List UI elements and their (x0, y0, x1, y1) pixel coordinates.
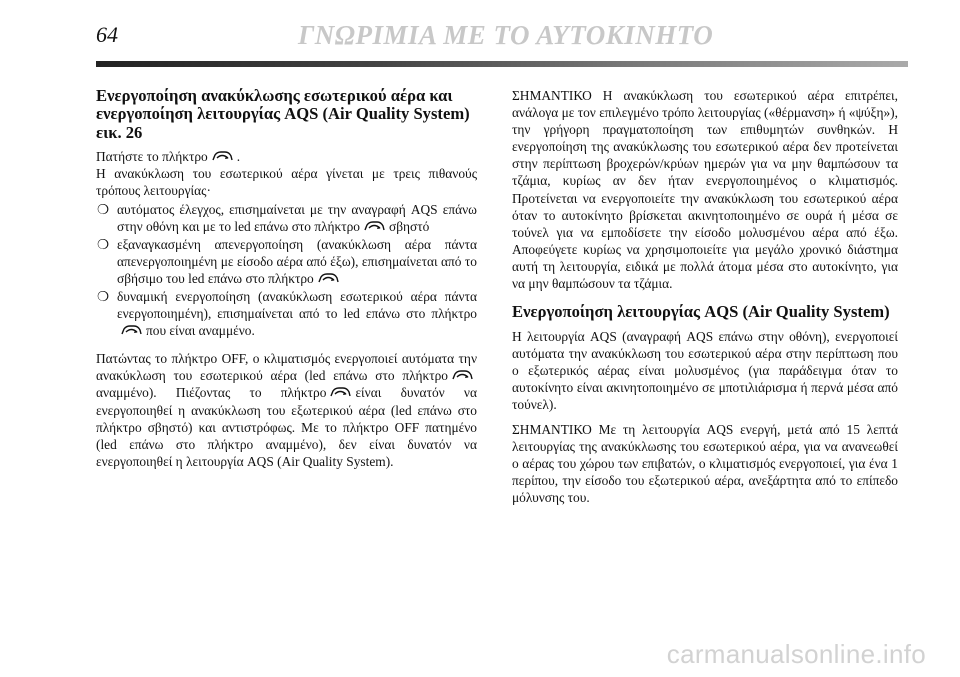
spacer (512, 413, 898, 421)
aqs-paragraph: Η λειτουργία AQS (αναγραφή AQS επάνω στην οθόνη), ενεργοποιεί αυτόματα την ανακύκλωση του εσωτερικού αέρα στην περίπτωση που ο εξωτερικός αέρας είναι μολυσμένος (για παράδειγμα όταν το αυτοκίνητο είναι ακινητοποιημένο σε μποτιλιάρισμα ή περνά μέσα από τούνελ). (512, 328, 898, 412)
off-button-paragraph (96, 350, 477, 470)
section-heading-recirculation: Ενεργοποίηση ανακύκλωσης εσωτερικού αέρα και ενεργοποίηση λειτουργίας AQS (Air Quality System) εικ. 26 (96, 86, 470, 142)
watermark: carmanualsonline.info (666, 639, 926, 669)
list-item (96, 201, 477, 235)
bullet2-text: εξαναγκασμένη απενεργοποίηση (ανακύκλωση αέρα πάντα απενεργοποιημένη με είσοδο αέρα από έξω), επισημαίνεται από το σβήσιμο του led επάνω στο πλήκτρο (117, 236, 477, 286)
page-header-title: ΓΝΩΡΙΜΙΑ ΜΕ ΤΟ ΑΥΤΟΚΙΝΗΤΟ (298, 20, 714, 50)
car-recirculation-icon (329, 386, 352, 398)
spacer (96, 339, 477, 350)
bullet-circle: ❍ (97, 201, 110, 217)
list-item (96, 288, 477, 339)
header-rule (96, 61, 908, 67)
car-recirculation-icon (451, 369, 474, 381)
bullet3-end: που είναι αναμμένο. (146, 323, 255, 339)
intro-text-b: Η ανακύκλωση του εσωτερικού αέρα γίνεται με τρεις πιθανούς τρόπους λειτουργίας· (96, 166, 477, 199)
intro-paragraph (96, 148, 477, 199)
section-heading-aqs: Ενεργοποίηση λειτουργίας AQS (Air Quality System) (512, 302, 890, 322)
para-a: Πατώντας το πλήκτρο OFF, ο κλιματισμός ενεργοποιεί αυτόματα την ανακύκλωση του εσωτερικού αέρα (led επάνω στο πλήκτρο (96, 351, 477, 384)
intro-text-a-end: . (236, 149, 241, 165)
bullet1-text: αυτόματος έλεγχος, επισημαίνεται με την αναγραφή AQS επάνω στην οθόνη και με το led επάνω στο πλήκτρο (117, 201, 477, 234)
bullet3-text: δυναμική ενεργοποίηση (ανακύκλωση εσωτερικού αέρα πάντα ενεργοποιημένη), επισημαίνεται από το led επάνω στο πλήκτρο (117, 288, 477, 322)
para-b: αναμμένο). Πιέζοντας το πλήκτρο (96, 385, 327, 401)
para-c: είναι δυνατόν να ενεργοποιηθεί η ανακύκλωση του εξωτερικού αέρα (led επάνω στο πλήκτρο σβηστό) και αντιστρόφως. Με το πλήκτρο OFF πατημένο (led επάνω στο πλήκτρο αναμμένο), δεν είναι δυνατόν να ενεργοποιηθεί η λειτουργία AQS (Air Quality System). (96, 385, 478, 469)
left-column (96, 87, 477, 470)
intro-text-a: Πατήστε το πλήκτρο (96, 149, 208, 165)
bullet-circle: ❍ (97, 288, 110, 304)
car-recirculation-icon (120, 324, 143, 336)
right-column (512, 87, 898, 506)
car-recirculation-icon (363, 220, 386, 232)
list-item (96, 236, 477, 287)
operating-modes-list (96, 201, 477, 340)
page-number: 64 (96, 22, 118, 47)
bullet-circle: ❍ (97, 236, 110, 252)
car-recirculation-icon (317, 272, 340, 284)
important-note-1: ΣΗΜΑΝΤΙΚΟ Η ανακύκλωση του εσωτερικού αέρα επιτρέπει, ανάλογα με τον επιλεγμένο τρόπο λειτουργίας («θέρμανση» ή «ψύξη»), την γρήγορη πραγματοποίηση των επιθυμητών συνθηκών. Η ενεργοποίηση της ανακύκλωσης του εσωτερικού αέρα δεν προτείνεται στην περίπτωση βροχερών/κρύων ημερών για να μην θαμπώσουν τα τζάμια, κυρίως αν δεν ήταν ενεργοποιημένος ο κλιματισμός. Προτείνεται να ενεργοποιείτε την ανακύκλωση του εσωτερικού αέρα όταν το αυτοκίνητο βρίσκεται ακινητοποιημένο σε ουρά ή μέσα σε τούνελ για να εμποδίσετε την είσοδο μολυσμένου αέρα από έξω. Αποφεύγετε κυρίως να χρησιμοποιείτε για μεγάλο χρονικό διάστημα αυτή τη λειτουργία, ειδικά με πολλά άτομα μέσα στο αυτοκίνητο, για να μην θαμπώσουν τα τζάμια. (512, 88, 898, 292)
important-note-2: ΣΗΜΑΝΤΙΚΟ Με τη λειτουργία AQS ενεργή, μετά από 15 λεπτά λειτουργίας της ανακύκλωσης του εσωτερικού αέρα, για να ανανεωθεί ο αέρας του χώρου των επιβατών, ο κλιματισμός ενεργοποιεί, για ένα 1 περίπου, την είσοδο του εξωτερικού αέρα, ανεξάρτητα από το επίπεδο μόλυνσης του. (512, 422, 898, 506)
bullet1-end: σβηστό (389, 218, 430, 234)
car-recirculation-icon (211, 150, 234, 162)
